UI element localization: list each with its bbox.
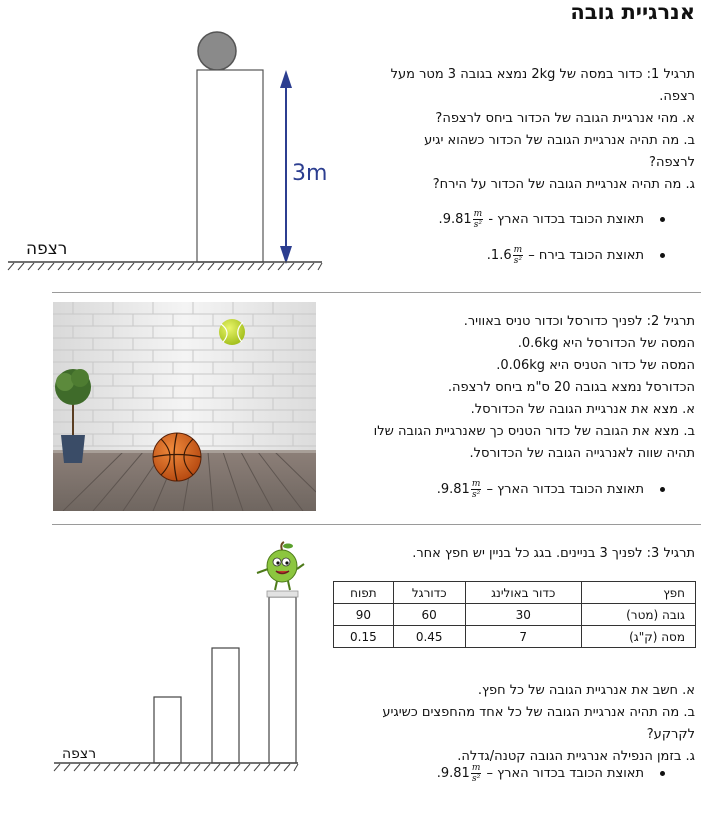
ex3-line: לקרקע? <box>646 727 695 742</box>
floor-label: רצפה <box>62 746 97 762</box>
arrow-up-icon <box>280 70 292 88</box>
table-header-cell: חפץ <box>581 582 695 604</box>
ex2-line: הכדורסל נמצא בגובה 20 ס"מ ביחס לרצפה. <box>447 380 695 395</box>
ex2-line: המסה של הכדורסל היא 0.6kg. <box>517 336 695 351</box>
ex3-line: א. חשב את אנרגיית הגובה של כל חפץ. <box>477 683 695 698</box>
table-cell: מסה (ק"ג) <box>581 626 695 648</box>
bullet-item: תאוצת הכובד בכדור הארץ - .9.81 $\frac{m}{\text{s²}}$ <box>345 206 665 234</box>
ex2-line: ב. מצא את הגובה של כדור הטניס כך שאנרגיית הגובה שלו <box>373 424 695 439</box>
floor-hatch <box>54 764 298 771</box>
ball-icon <box>198 32 236 70</box>
building-1 <box>154 697 181 763</box>
tower <box>197 70 263 262</box>
ex1-line: לרצפה? <box>649 155 695 170</box>
table-cell: 0.45 <box>393 626 465 648</box>
ex1-line: רצפה. <box>659 89 695 104</box>
bullet-icon <box>660 253 665 258</box>
ex3-line: ג. בזמן הנפילה אנרגיית הגובה קטנה/גדלה. <box>457 749 695 764</box>
table-cell: 0.15 <box>334 626 394 648</box>
table-header-cell: כדור באולינג <box>465 582 581 604</box>
ex3-figure <box>50 540 310 776</box>
unit-fraction: $\frac{m}{\text{s²}}$ <box>513 245 523 266</box>
table-row <box>334 604 696 626</box>
ex1-line: ג. מה תהיה אנרגיית הגובה של הכדור על הירח? <box>432 177 695 192</box>
height-label: 3m <box>292 161 328 186</box>
building-3 <box>269 597 296 763</box>
bullet-item: תאוצת הכובד בכדור הארץ – .9.81 $\frac{m}{\text{s²}}$ <box>345 476 665 504</box>
ex2-text <box>315 311 695 465</box>
unit-fraction: $\frac{m}{\text{s²}}$ <box>473 209 483 230</box>
building-2 <box>212 648 239 763</box>
ex1-line: א. מהי אנרגיית הגובה של הכדור ביחס לרצפה? <box>435 111 695 126</box>
table-header-row <box>334 582 696 604</box>
floor-label: רצפה <box>26 239 68 259</box>
ex2-line: תהיה שווה לאנרגייה הגובה של הכדורסל. <box>469 446 695 461</box>
table-cell: 90 <box>334 604 394 626</box>
ex1-line: ב. מה תהיה אנרגיית הגובה של הכדור כשהוא יגיע <box>424 133 695 148</box>
ex2-line: תרגיל 2: לפניך כדורסל וכדור טניס באוויר. <box>463 314 695 329</box>
ex1-bullets <box>345 206 665 270</box>
table-header-cell: תפוח <box>334 582 394 604</box>
bullet-icon <box>660 487 665 492</box>
bullet-item: תאוצת הכובד בירח – .1.6 $\frac{m}{\text{s²}}$ <box>345 242 665 270</box>
ex2-line: א. מצא את אנרגיית הגובה של הכדורסל. <box>470 402 695 417</box>
bullet-icon <box>660 217 665 222</box>
ex3-bullets <box>345 760 665 788</box>
table-cell: גובה (מטר) <box>581 604 695 626</box>
ex3-line: ב. מה תהיה אנרגיית הגובה של כל אחד מהחפצים כשיגיע <box>382 705 695 720</box>
table-cell: 30 <box>465 604 581 626</box>
brick-wall <box>53 302 316 452</box>
bullet-item: תאוצת הכובד בכדור הארץ – .9.81 $\frac{m}{\text{s²}}$ <box>345 760 665 788</box>
ex3-text <box>325 680 695 768</box>
floor-hatch <box>8 263 322 270</box>
basketball-icon <box>153 433 201 481</box>
ex1-text <box>355 64 695 196</box>
ex3-intro: תרגיל 3: לפניך 3 בניינים. בגג כל בניין יש חפץ אחר. <box>412 546 695 561</box>
table-cell: 60 <box>393 604 465 626</box>
page-title: אנרגיית גובה <box>570 0 695 24</box>
apple-character-icon <box>257 542 304 590</box>
ex2-photo <box>53 302 316 511</box>
objects-table <box>333 581 696 648</box>
table-cell: 7 <box>465 626 581 648</box>
table-header-cell: כדורגל <box>393 582 465 604</box>
ex2-bullets <box>345 476 665 504</box>
section-divider <box>52 524 701 525</box>
ex1-line: תרגיל 1: כדור במסה של 2kg נמצא בגובה 3 מטר מעל <box>390 67 695 82</box>
ex2-line: המסה של כדור הטניס היא 0.06kg. <box>496 358 695 373</box>
unit-fraction: $\frac{m}{\text{s²}}$ <box>471 479 481 500</box>
unit-fraction: $\frac{m}{\text{s²}}$ <box>471 763 481 784</box>
bullet-icon <box>660 771 665 776</box>
section-divider <box>52 292 701 293</box>
table-row <box>334 626 696 648</box>
